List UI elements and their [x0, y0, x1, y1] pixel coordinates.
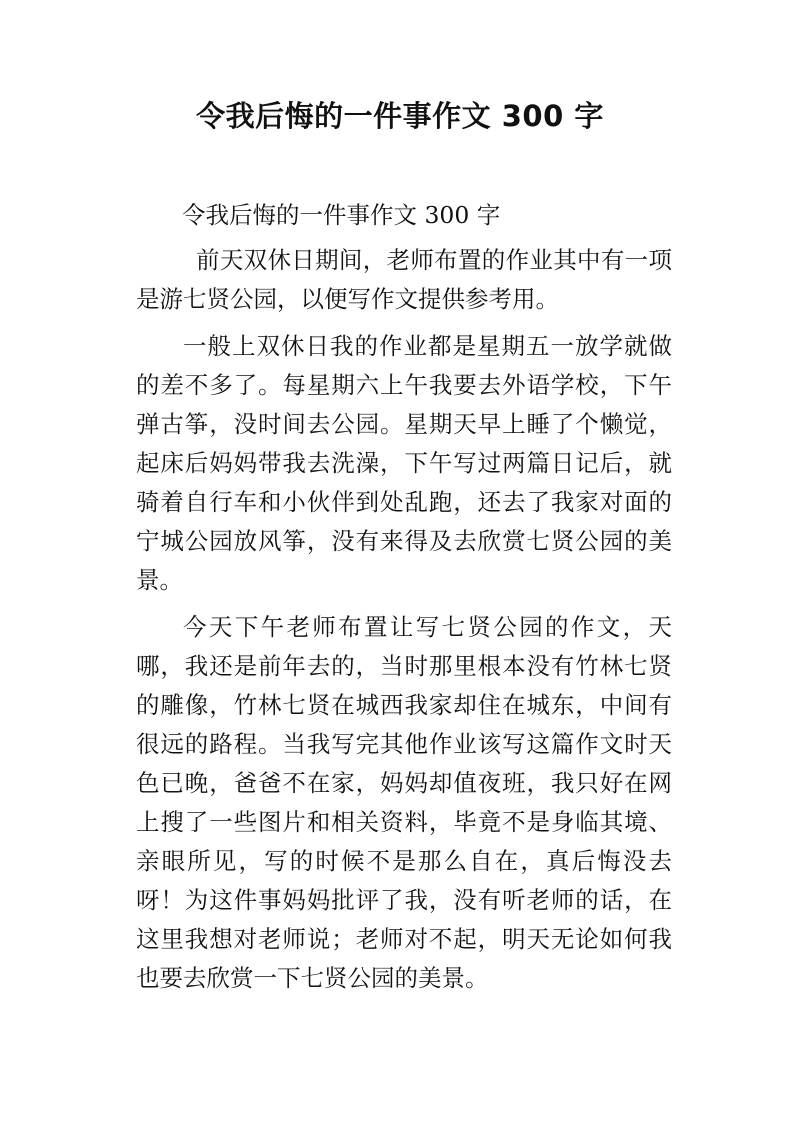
document-title: 令我后悔的一件事作文 300 字 — [196, 99, 604, 133]
document-subtitle: 令我后悔的一件事作文 300 字 — [182, 201, 501, 229]
paragraph-3: 今天下午老师布置让写七贤公园的作文，天哪，我还是前年去的，当时那里根本没有竹林七贤的雕像，竹林七贤在城西我家却住在城东，中间有很远的路程。当我写完其他作业该写这篇作文时天色已晚，爸爸不在家，妈妈却值夜班，我只好在网上搜了一些图片和相关资料，毕竟不是身临其境、亲眼所见，写的时候不是那么自在，真后悔没去呀！为这件事妈妈批评了我，没有听老师的话，在这里我想对老师说；老师对不起，明天无论如何我也要去欣赏一下七贤公园的美景。 — [136, 613, 672, 992]
paragraph-2: 一般上双休日我的作业都是星期五一放学就做的差不多了。每星期六上午我要去外语学校，下午弹古筝，没时间去公园。星期天早上睡了个懒觉，起床后妈妈带我去洗澡，下午写过两篇日记后，就骑着自行车和小伙伴到处乱跑，还去了我家对面的宁城公园放风筝，没有来得及去欣赏七贤公园的美景。 — [136, 332, 672, 594]
paragraph-1: 前天双休日期间，老师布置的作业其中有一项是游七贤公园，以便写作文提供参考用。 — [136, 246, 672, 313]
document-body — [136, 196, 672, 998]
